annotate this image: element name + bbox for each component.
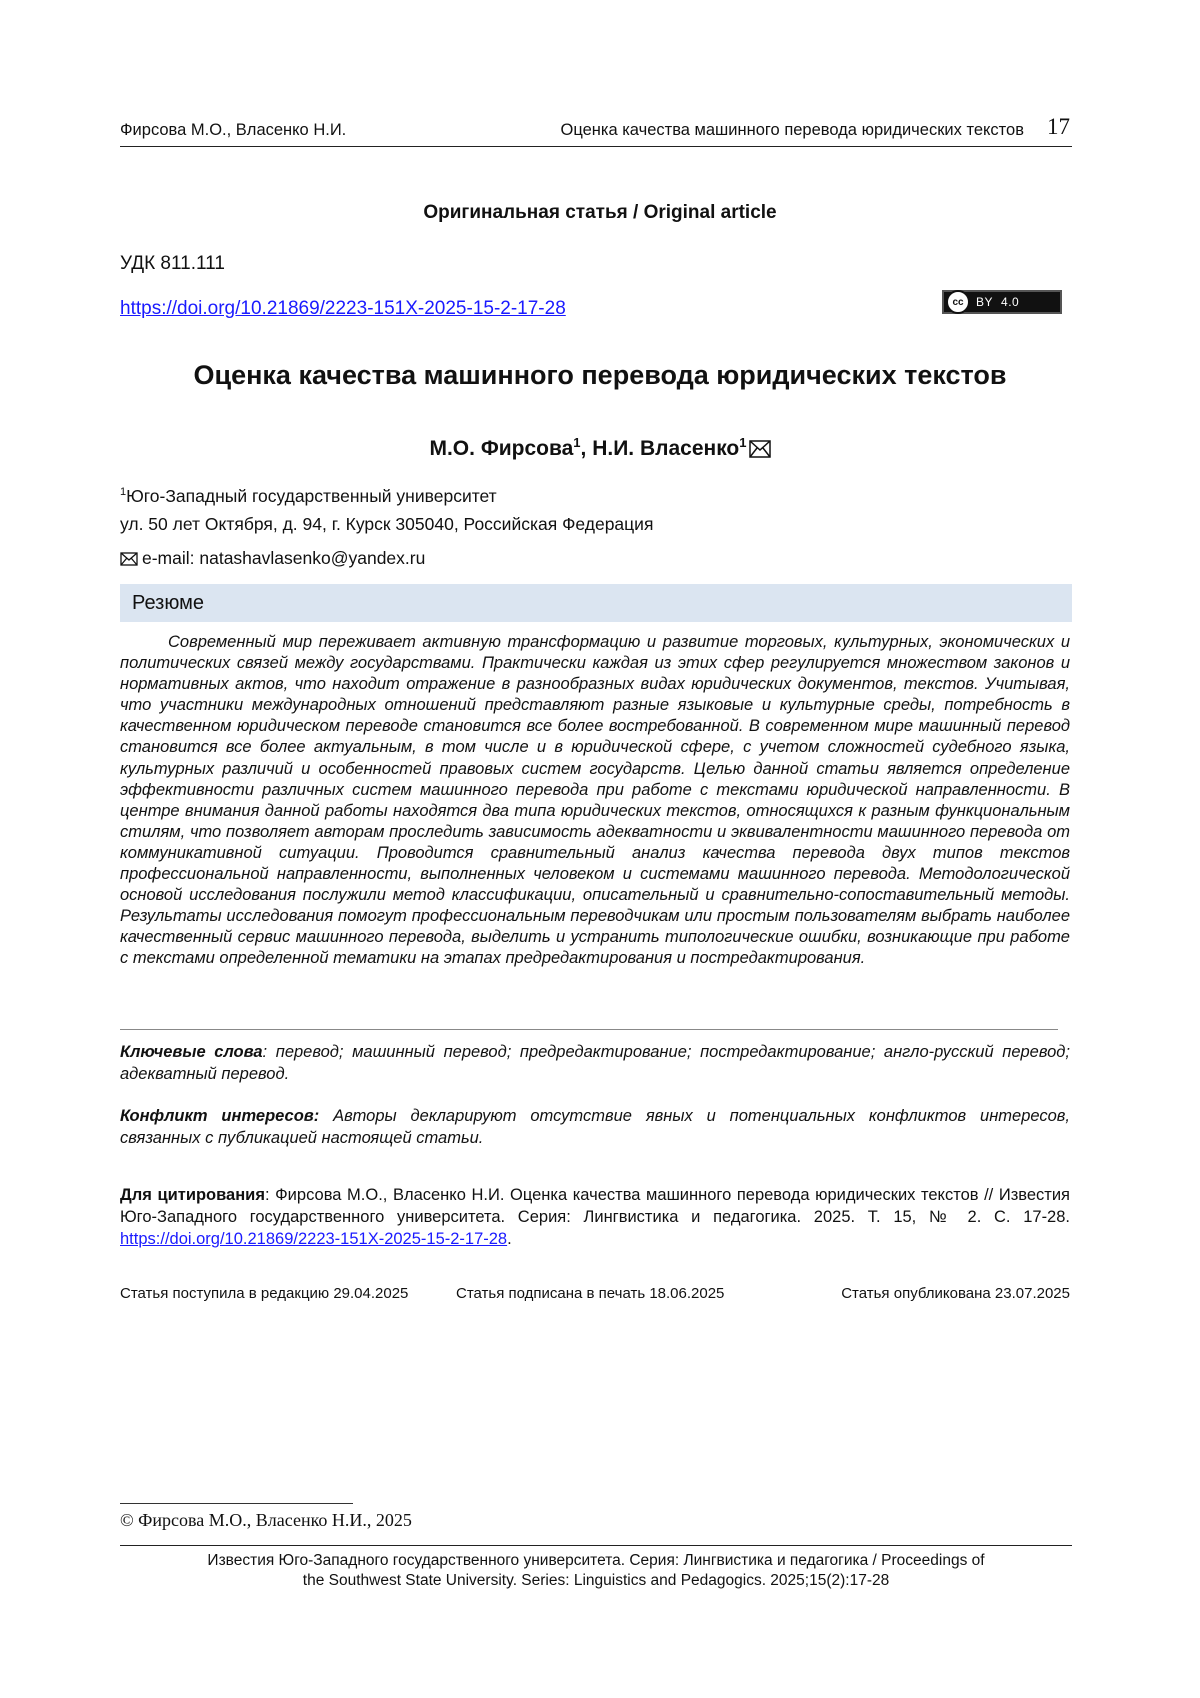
cc-license-badge[interactable] <box>942 290 1062 314</box>
author-1-affiliation-mark: 1 <box>573 435 581 450</box>
udk-code: УДК 811.111 <box>120 253 225 274</box>
citation <box>120 1184 1070 1250</box>
cc-by-label: BY <box>976 295 994 309</box>
header-title: Оценка качества машинного перевода юридических текстов <box>560 121 1024 139</box>
citation-text: : Фирсова М.О., Власенко Н.И. Оценка качества машинного перевода юридических текстов // Известия Юго-Западного государственного университета. Серия: Лингвистика и педагогика. 2025. Т. 15, № 2. С. 17-28. <box>120 1186 1070 1226</box>
keywords-text: : перевод; машинный перевод; предредактирование; постредактирование; англо-русский перевод; адекватный перевод. <box>120 1043 1070 1083</box>
footer-rule <box>120 1545 1072 1546</box>
envelope-icon[interactable] <box>749 440 771 464</box>
conflict-of-interest <box>120 1106 1070 1149</box>
citation-doi-link[interactable]: https://doi.org/10.21869/2223-151X-2025-15-2-17-28 <box>120 1230 508 1248</box>
citation-end: . <box>507 1230 512 1248</box>
email-address[interactable]: e-mail: natashavlasenko@yandex.ru <box>142 548 426 568</box>
footer-line-2: the Southwest State University. Series: Linguistics and Pedagogics. 2025;15(2):17-28 <box>302 1572 890 1589</box>
author-1-name: М.О. Фирсова <box>429 437 574 460</box>
journal-footer <box>120 1551 1072 1591</box>
cc-version: 4.0 <box>1001 295 1020 309</box>
author-2-affiliation-mark: 1 <box>739 435 747 450</box>
affiliation-university: Юго-Западный государственный университет <box>126 486 497 506</box>
abstract-text: Современный мир переживает активную трансформацию и развитие торговых, культурных, экономических и политических связей между государствами. Практически каждая из этих сфер регулируется множеством законов и нормативных актов, что находит отражение в разнообразных видах юридических документов, текстов. Учитывая, что участники международных отношений представляют разные языковые и культурные среды, потребность в качественном юридическом переводе становится все более востребованной. В современном мире машинный перевод становится все более актуальным, в том числе и в юридической сфере, с учетом сложностей судебного языка, культурных различий и особенностей правовых систем государств. Целью данной статьи является определение эффективности различных систем машинного перевода при работе с текстами юридической направленности. В центре внимания данной работы находятся два типа юридических текстов, относящихся к разным функциональным стилям, что позволяет авторам проследить зависимость адекватности и эквивалентности машинного перевода от коммуникативной ситуации. Проводится сравнительный анализ качества перевода двух типов текстов профессиональной направленности, выполненных человеком и системами машинного перевода. Методологической основой исследования послужили метод классификации, описательный и сравнительно-сопоставительный методы. Результаты исследования помогут профессиональным переводчикам или простым пользователям выбрать наиболее качественный сервис машинного перевода, выделить и устранить типологические ошибки, возникающие при работе с текстами определенной тематики на этапах предредактирования и постредактирования. <box>120 633 1070 968</box>
cc-icon: cc <box>946 290 970 314</box>
author-separator: , <box>580 437 593 460</box>
cc-license-text <box>976 295 1019 309</box>
copyright: © Фирсова М.О., Власенко Н.И., 2025 <box>120 1510 412 1530</box>
conflict-text: Авторы декларируют отсутствие явных и потенциальных конфликтов интересов, связанных с публикацией настоящей статьи. <box>120 1107 1070 1147</box>
affiliation-name <box>120 486 497 507</box>
date-received: Статья поступила в редакцию 29.04.2025 <box>120 1285 409 1302</box>
footer-line-1: Известия Юго-Западного государственного университета. Серия: Лингвистика и педагогика / Proceedings of <box>207 1552 985 1569</box>
envelope-icon <box>120 550 138 571</box>
keywords <box>120 1042 1070 1085</box>
date-published: Статья опубликована 23.07.2025 <box>841 1285 1070 1302</box>
page-number: 17 <box>1047 114 1070 139</box>
email-line <box>120 548 425 571</box>
author-2-name: Н.И. Власенко <box>592 437 740 460</box>
section-divider <box>120 1029 1058 1030</box>
citation-label: Для цитирования <box>120 1186 265 1204</box>
affiliation-address: ул. 50 лет Октября, д. 94, г. Курск 305040, Российская Федерация <box>120 514 654 534</box>
resume-heading: Резюме <box>120 584 1072 622</box>
doi-link[interactable]: https://doi.org/10.21869/2223-151X-2025-15-2-17-28 <box>120 298 566 319</box>
header-authors: Фирсова М.О., Власенко Н.И. <box>120 121 347 139</box>
article-title: Оценка качества машинного перевода юридических текстов <box>193 360 1007 390</box>
keywords-label: Ключевые слова <box>120 1043 263 1061</box>
affiliation-mark: 1 <box>120 486 127 499</box>
conflict-label: Конфликт интересов: <box>120 1107 320 1125</box>
article-type: Оригинальная статья / Original article <box>423 202 777 223</box>
author-line <box>0 435 1200 464</box>
footnote-rule <box>120 1503 353 1504</box>
date-signed: Статья подписана в печать 18.06.2025 <box>456 1285 725 1302</box>
running-header <box>120 116 1072 147</box>
